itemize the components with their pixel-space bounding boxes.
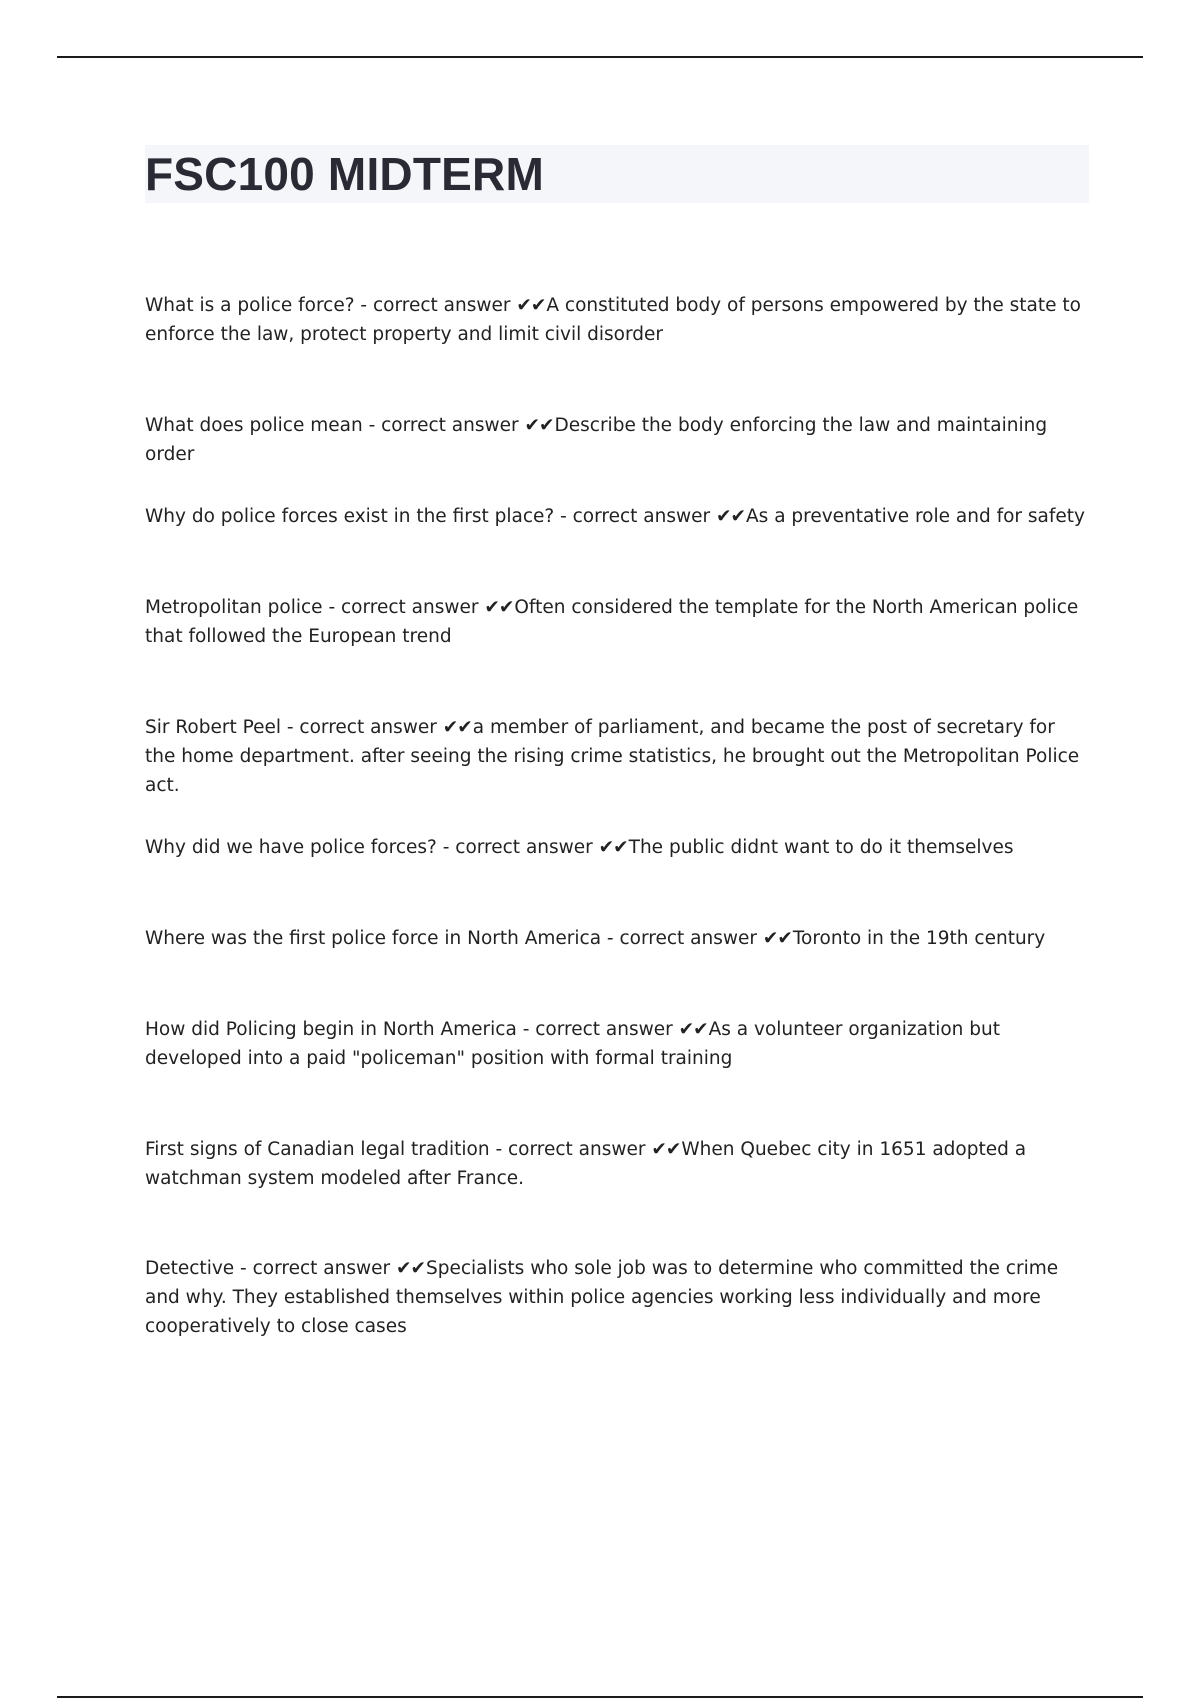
check-icon: ✔✔ xyxy=(395,1258,425,1279)
qa-item xyxy=(145,1135,1090,1193)
answer-text: As a volunteer organization but developed into a paid "policeman" position with formal training xyxy=(145,1019,1001,1069)
qa-item xyxy=(145,291,1090,349)
question-text: What is a police force? xyxy=(145,295,355,316)
answer-separator: - correct answer xyxy=(354,295,517,316)
qa-item xyxy=(145,502,1090,531)
qa-item xyxy=(145,411,1090,469)
question-text: What does police mean xyxy=(145,415,363,436)
qa-item xyxy=(145,1254,1090,1341)
answer-separator: - correct answer xyxy=(601,928,763,949)
check-icon: ✔✔ xyxy=(651,1139,681,1160)
answer-separator: - correct answer xyxy=(489,1139,652,1160)
answer-separator: - correct answer xyxy=(280,717,443,738)
check-icon: ✔✔ xyxy=(516,295,546,316)
qa-item xyxy=(145,833,1090,862)
check-icon: ✔✔ xyxy=(442,717,472,738)
answer-text: The public didnt want to do it themselves xyxy=(628,837,1014,858)
check-icon: ✔✔ xyxy=(716,506,746,527)
answer-text: Often considered the template for the North American police that followed the European trend xyxy=(145,597,1079,647)
answer-text: a member of parliament, and became the post of secretary for the home department. after seeing the rising crime statistics, he brought out the Metropolitan Police act. xyxy=(145,717,1080,796)
answer-separator: - correct answer xyxy=(554,506,716,527)
question-text: Why did we have police forces? xyxy=(145,837,437,858)
question-text: Metropolitan police xyxy=(145,597,323,618)
answer-text: A constituted body of persons empowered by the state to enforce the law, protect property and limit civil disorder xyxy=(145,295,1081,345)
answer-separator: - correct answer xyxy=(436,837,599,858)
answer-separator: - correct answer xyxy=(322,597,485,618)
page-title: FSC100 MIDTERM xyxy=(145,148,544,200)
check-icon: ✔✔ xyxy=(762,928,792,949)
check-icon: ✔✔ xyxy=(598,837,628,858)
answer-text: Describe the body enforcing the law and maintaining order xyxy=(145,415,1048,465)
answer-text: As a preventative role and for safety xyxy=(746,506,1085,527)
answer-separator: - correct answer xyxy=(516,1019,679,1040)
question-text: How did Policing begin in North America xyxy=(145,1019,517,1040)
answer-separator: - correct answer xyxy=(362,415,525,436)
check-icon: ✔✔ xyxy=(484,597,514,618)
qa-item xyxy=(145,713,1090,800)
qa-item xyxy=(145,924,1090,953)
answer-text: When Quebec city in 1651 adopted a watchman system modeled after France. xyxy=(145,1139,1027,1189)
qa-item xyxy=(145,1015,1090,1073)
answer-text: Toronto in the 19th century xyxy=(792,928,1046,949)
question-text: Why do police forces exist in the first place? xyxy=(145,506,555,527)
check-icon: ✔✔ xyxy=(678,1019,708,1040)
question-text: Sir Robert Peel xyxy=(145,717,281,738)
question-text: Where was the first police force in North America xyxy=(145,928,602,949)
check-icon: ✔✔ xyxy=(524,415,554,436)
answer-separator: - correct answer xyxy=(234,1258,396,1279)
answer-text: Specialists who sole job was to determine who committed the crime and why. They established themselves within police agencies working less individually and more cooperatively to close cases xyxy=(145,1258,1059,1337)
question-text: Detective xyxy=(145,1258,235,1279)
top-rule xyxy=(57,56,1143,58)
question-text: First signs of Canadian legal tradition xyxy=(145,1139,490,1160)
bottom-rule xyxy=(57,1696,1143,1698)
qa-item xyxy=(145,593,1090,651)
